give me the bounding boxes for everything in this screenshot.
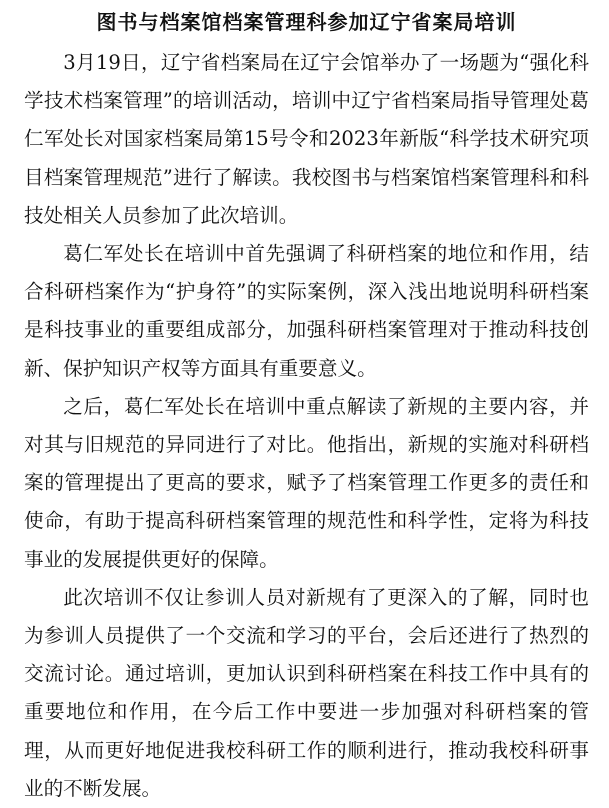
article-title: 图书与档案馆档案管理科参加辽宁省案局培训	[96, 10, 517, 34]
article	[24, 6, 589, 808]
article-paragraph-2: 葛仁军处长在培训中首先强调了科研档案的地位和作用，结合科研档案作为“护身符”的实际案例，深入浅出地说明科研档案是科技事业的重要组成部分，加强科研档案管理对于推动科技创新、保护知识产权等方面具有重要意义。	[24, 242, 589, 380]
article-paragraph-1: 3月19日，辽宁省档案局在辽宁会馆举办了一场题为“强化科学技术档案管理”的培训活动，培训中辽宁省档案局指导管理处葛仁军处长对国家档案局第15号令和2023年新版“科学技术研究项目档案管理规范”进行了解读。我校图书与档案馆档案管理科和科技处相关人员参加了此次培训。	[24, 51, 589, 227]
article-paragraph-4: 此次培训不仅让参训人员对新规有了更深入的了解，同时也为参训人员提供了一个交流和学习的平台，会后还进行了热烈的交流讨论。通过培训，更加认识到科研档案在科技工作中具有的重要地位和作用，在今后工作中要进一步加强对科研档案的管理，从而更好地促进我校科研工作的顺利进行，推动我校科研事业的不断发展。	[24, 585, 589, 800]
article-paragraph-3: 之后，葛仁军处长在培训中重点解读了新规的主要内容，并对其与旧规范的异同进行了对比。他指出，新规的实施对科研档案的管理提出了更高的要求，赋予了档案管理工作更多的责任和使命，有助于提高科研档案管理的规范性和科学性，定将为科技事业的发展提供更好的保障。	[24, 394, 589, 571]
